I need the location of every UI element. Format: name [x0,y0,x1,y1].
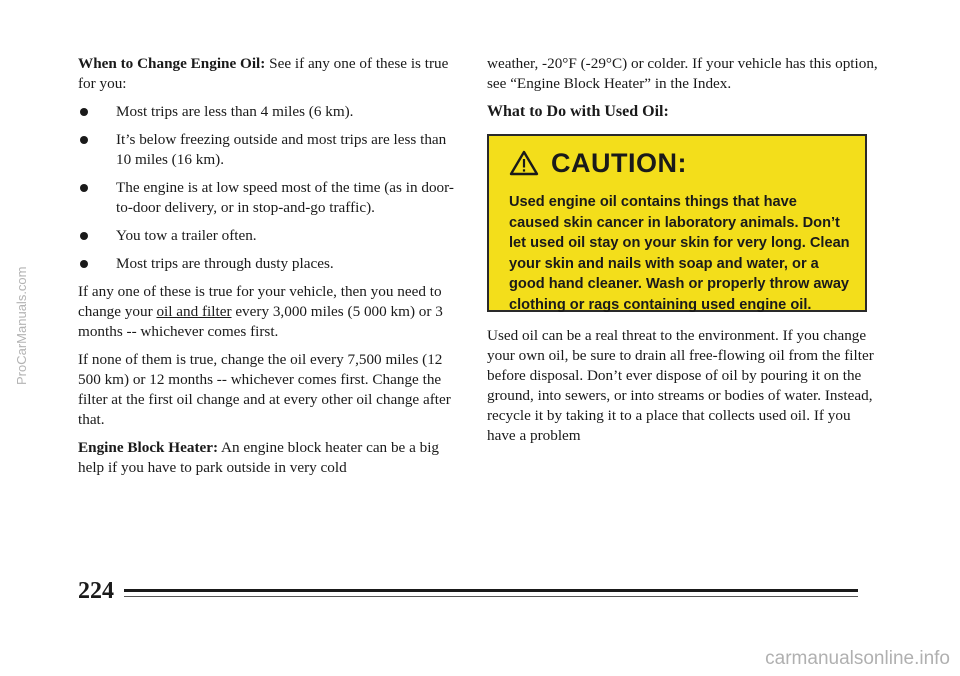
list-item: It’s below freezing outside and most trips are less than 10 miles (16 km). [78,130,463,170]
conditions-list [78,102,463,274]
caution-header [509,150,851,176]
footer-rule-thin [124,596,858,597]
normal-interval-paragraph: If none of them is true, change the oil every 7,500 miles (12 500 km) or 12 months -- whichever comes first. Change the filter at the first oil change and at every other oil change after that. [78,351,451,428]
caution-title: CAUTION: [551,148,687,178]
intro-label: When to Change Engine Oil: [78,55,266,72]
environment-paragraph: Used oil can be a real threat to the environment. If you change your own oil, be sure to drain all free-flowing oil from the filter before disposal. Don’t ever dispose of oil by pouring it on the ground, into sewers, or into streams or bodies of water. Instead, recycle it by taking it to a place that collects used oil. If you have a problem [487,327,874,444]
block-heater-label: Engine Block Heater: [78,439,219,456]
bullet-icon [80,184,88,192]
block-heater-paragraph: Engine Block Heater: An engine block heater can be a big help if you have to park outside in very cold [78,439,440,476]
page-footer [78,578,858,608]
list-item: Most trips are through dusty places. [78,254,463,274]
page-number: 224 [78,578,114,604]
left-column [78,54,463,486]
bullet-icon [80,136,88,144]
intro-paragraph [78,54,463,94]
used-oil-heading: What to Do with Used Oil: [487,103,669,120]
warning-triangle-icon [509,150,539,176]
right-column [487,54,882,454]
bullet-icon [80,232,88,240]
caution-box [487,134,867,312]
caution-text: Used engine oil contains things that have caused skin cancer in laboratory animals. Don’t let used oil stay on your skin for very long. Clean your skin and nails with soap and water, or a good hand cleaner. Wash or properly throw away clothing or rags containing used engine oil. [509,194,850,313]
list-item: The engine is at low speed most of the time (as in door-to-door delivery, or in stop-and-go traffic). [78,178,463,218]
list-item: Most trips are less than 4 miles (6 km). [78,102,463,122]
side-watermark: ProCarManuals.com [14,266,29,385]
bullet-icon [80,260,88,268]
intro-text: See if any one of these is true for you: [78,55,449,92]
bottom-watermark: carmanualsonline.info [765,648,950,669]
bullet-icon [80,108,88,116]
oil-and-filter-link: oil and filter [156,303,232,320]
oil-change-interval-paragraph: If any one of these is true for your vehicle, then you need to change your oil and filter every 3,000 miles (5 000 km) or 3 months -- whichever comes first. [78,283,443,340]
list-item: You tow a trailer often. [78,226,463,246]
footer-rule [124,589,858,592]
continued-paragraph: weather, -20°F (-29°C) or colder. If your vehicle has this option, see “Engine Block Heater” in the Index. [487,55,878,92]
